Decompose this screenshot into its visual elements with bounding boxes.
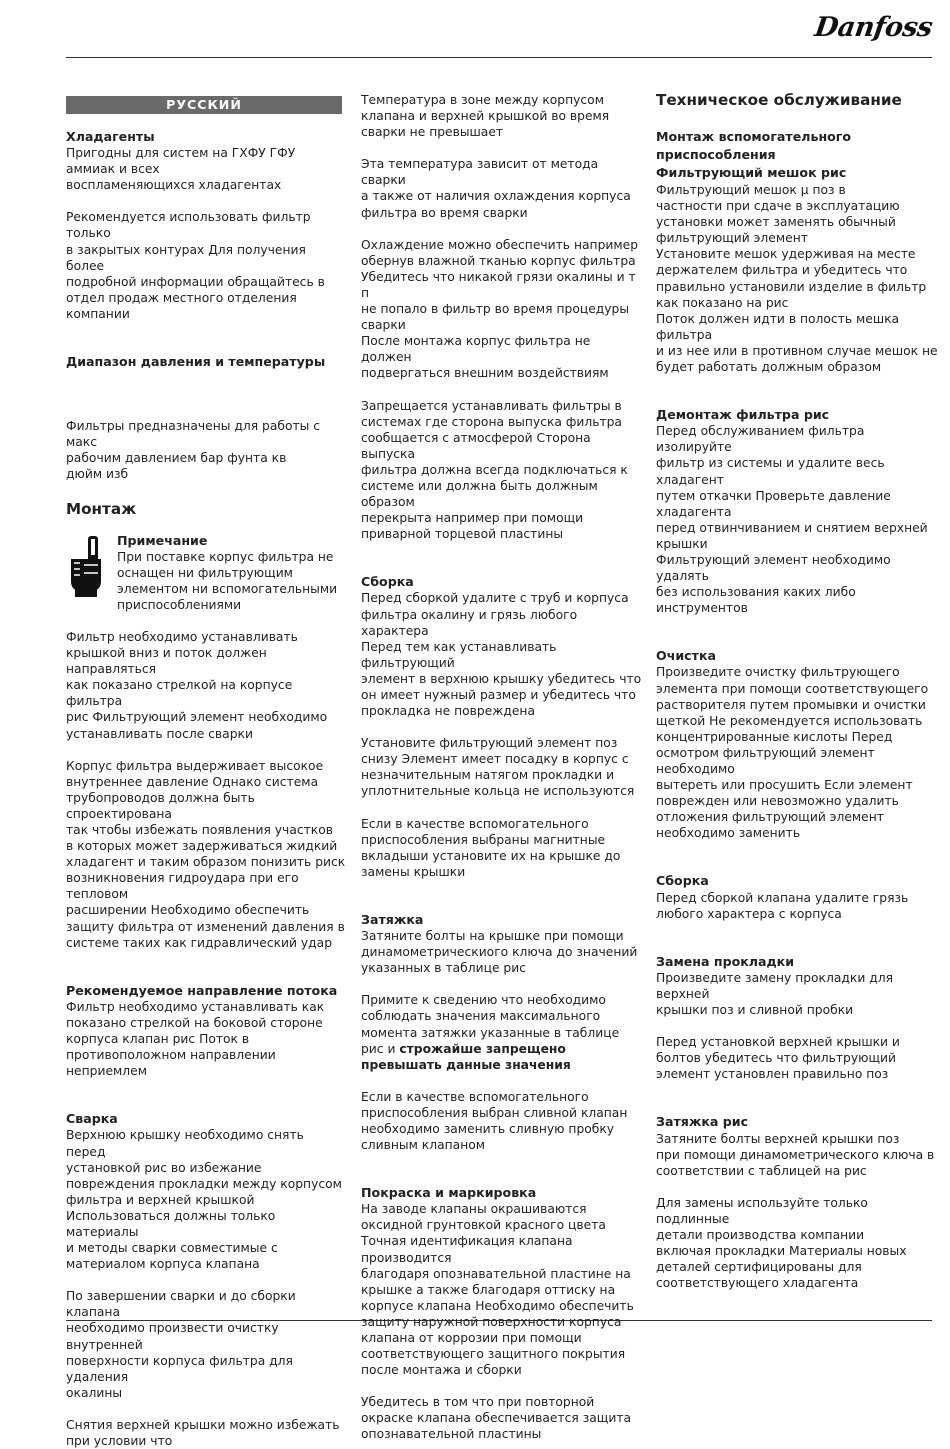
danfoss-logo: Danfoss — [812, 12, 935, 43]
reassembly-text: Перед сборкой клапана удалите грязь любого характера с корпуса — [656, 890, 909, 921]
welding-heading: Сварка — [66, 1111, 118, 1127]
reassembly-heading: Сборка — [656, 873, 709, 889]
refrigerants-text: Пригодны для систем на ГХФУ ГФУ аммиак и всех воспламеняющихся хладагентах — [66, 146, 296, 193]
cover-tightening-text: Затяните болты верхней крышки поз при помощи динамометрического ключа в соответствии с таблицей на рис — [656, 1131, 935, 1178]
assembly-heading: Сборка — [361, 574, 414, 590]
cover-tightening-heading: Затяжка рис — [656, 1114, 749, 1130]
cleaning-heading: Очистка — [656, 648, 716, 664]
tightening-heading: Затяжка — [361, 911, 424, 927]
pointing-hand-icon — [66, 535, 106, 597]
welding-condition-text: Снятия верхней крышки можно избежать при условии что — [66, 1417, 340, 1448]
note-heading: Примечание — [117, 532, 208, 548]
cleaning-text: Произведите очистку фильтрующего элемента при помощи соответствующего растворителя путем промывки и очистки щеткой Не рекомендуется использовать концентрированные кислоты Перед осмотром фильтрующий элемент необходимо вытереть или просушить Если элемент поврежден или невозможно удалить отложения фильтрующий элемент необходимо заменить — [656, 665, 929, 841]
mounting-heading: Монтаж — [66, 499, 137, 518]
welding-temp-text: Температура в зоне между корпусом клапана и верхней крышкой во время сварки не превышает — [361, 93, 610, 140]
cooling-text: Охлаждение можно обеспечить например обернув влажной тканью корпус фильтра Убедитесь что никакой грязи окалины и т п не попало в фильтр во время процедуры сварки После монтажа корпус фильтра не должен подвергаться внешним воздействиям — [361, 237, 639, 381]
pressure-range-text: Фильтры предназначены для работы с макс рабочим давлением бар фунта кв дюйм изб — [66, 419, 321, 482]
mounting-text-2: Корпус фильтра выдерживает высокое внутреннее давление Однако система трубопроводов должна быть спроектирована так чтобы избежать появления участков в которых может задерживаться жидкий хладагент и таким образом понизить риск возникновения гидроудара при его тепловом расширении Необходимо обеспечить защиту фильтра от изменений давления в системе таких как гидравлический удар — [66, 758, 346, 950]
painting-heading: Покраска и маркировка — [361, 1185, 537, 1201]
painting-text: На заводе клапаны окрашиваются оксидной грунтовкой красного цвета Точная идентификация клапана производится благодаря опознавательной пластине на крышке а также благодаря оттиску на корпусе клапана Необходимо обеспечить защиту наружной поверхности корпуса клапана от коррозии при помощи соответствующего защитного покрытия после монтажа и сборки — [361, 1202, 634, 1378]
spare-parts-text: Для замены используйте только подлинные детали производства компании включая прокладки Материалы новых деталей сертифицированы для соответствующего хладагента — [656, 1195, 907, 1291]
welding-text: Верхнюю крышку необходимо снять перед установкой рис во избежание повреждения прокладки между корпусом фильтра и верхней крышкой Использоваться должны только материалы и методы сварки совместимые с материалом корпуса клапана — [66, 1128, 342, 1272]
column-1 — [66, 96, 346, 1449]
note-text: При поставке корпус фильтра не оснащен ни фильтрующим элементом ни вспомогательными приспособлениями — [117, 549, 338, 612]
gasket-text: Произведите замену прокладки для верхней крышки поз и сливной пробки — [656, 970, 893, 1018]
note-block — [66, 533, 346, 613]
refrigerants-heading: Хладагенты — [66, 129, 155, 144]
torque-note-plain: Примите к сведению что необходимо соблюдать значения максимального момента затяжки указанные в таблице рис и — [361, 993, 620, 1056]
filter-removal-text: Перед обслуживанием фильтра изолируйте фильтр из системы и удалите весь хладагент путем откачки Проверьте давление хладагента перед отвинчиванием и снятием верхней крышки Фильтрующий элемент необходимо удалять без использования каких либо инструментов — [656, 424, 928, 616]
torque-warning-2: превышать данные значения — [361, 1057, 571, 1072]
pressure-range-heading: Диапазон давления и температуры — [66, 354, 326, 370]
welding-method-text: Эта температура зависит от метода сварки а также от наличия охлаждения корпуса фильтра во время сварки — [361, 157, 631, 220]
torque-warning-1: строжайше запрещено — [399, 1041, 566, 1056]
drain-valve-text: Если в качестве вспомогательного приспособления выбран сливной клапан необходимо заменить сливную пробку сливным клапаном — [361, 1089, 628, 1153]
mounting-text-1: Фильтр необходимо устанавливать крышкой вниз и поток должен направляться как показано стрелкой на корпусе фильтра рис Фильтрующий элемент необходимо устанавливать после сварки — [66, 629, 328, 741]
closed-circuits-text: Рекомендуется использовать фильтр только в закрытых контурах Для получения более подробной информации обращайтесь в отдел продаж местного отделения компании — [66, 210, 325, 321]
magnetic-inserts-text: Если в качестве вспомогательного приспособления выбраны магнитные вкладыши установите их на крышке до замены крышки — [361, 816, 621, 879]
header-rule — [66, 57, 932, 58]
filter-bag-text: Фильтрующий мешок μ поз в частности при сдаче в эксплуатацию установки может заменять обычный фильтрующий элемент Установите мешок удерживая на месте держателем фильтра и убедитесь что правильно установили изделие в фильтр как показано на рис Поток должен идти в полость мешка фильтра и из нее или в противном случае мешок не будет работать должным образом — [656, 183, 938, 375]
repainting-text: Убедитесь в том что при повторной окраске клапана обеспечивается защита опознавательной пластины — [361, 1395, 632, 1442]
flow-direction-text: Фильтр необходимо устанавливать как показано стрелкой на боковой стороне корпуса клапан рис Поток в противоположном направлении неприемлем — [66, 999, 325, 1079]
maintenance-heading: Техническое обслуживание — [656, 91, 902, 109]
filter-removal-heading: Демонтаж фильтра рис — [656, 407, 830, 423]
cover-check-text: Перед установкой верхней крышки и болтов убедитесь что фильтрующий элемент установлен правильно поз — [656, 1035, 900, 1082]
welding-cleaning-text: По завершении сварки и до сборки клапана необходимо произвести очистку внутренней поверхности корпуса фильтра для удаления окалины — [66, 1289, 296, 1400]
tightening-text: Затяните болты на крышке при помощи динамометрическиого ключа до значений указанных в таблице рис — [361, 929, 638, 976]
filter-bag-heading: Монтаж вспомогательного приспособления Фильтрующий мешок рис — [656, 129, 852, 180]
column-3 — [656, 90, 938, 1291]
language-bar: РУССКИЙ — [66, 96, 342, 114]
gasket-heading: Замена прокладки — [656, 953, 795, 969]
outlet-warning-text: Запрещается устанавливать фильтры в системах где сторона выпуска фильтра сообщается с атмосферой Сторона выпуска фильтра должна всегда подключаться к системе или должна быть должным образом перекрыта например при помощи приварной торцевой пластины — [361, 398, 628, 542]
flow-direction-heading: Рекомендуемое направление потока — [66, 982, 338, 998]
column-2 — [361, 92, 643, 1443]
element-install-text: Установите фильтрующий элемент поз снизу Элемент имеет посадку в корпус с незначительным натягом прокладки и уплотнительные кольца не используются — [361, 736, 635, 799]
torque-note-text — [361, 992, 643, 1072]
assembly-text: Перед сборкой удалите с труб и корпуса фильтра окалину и грязь любого характера Перед тем как устанавливать фильтрующий элемент в верхнюю крышку убедитесь что он имеет нужный размер и убедитесь что прокладка не повреждена — [361, 591, 642, 719]
